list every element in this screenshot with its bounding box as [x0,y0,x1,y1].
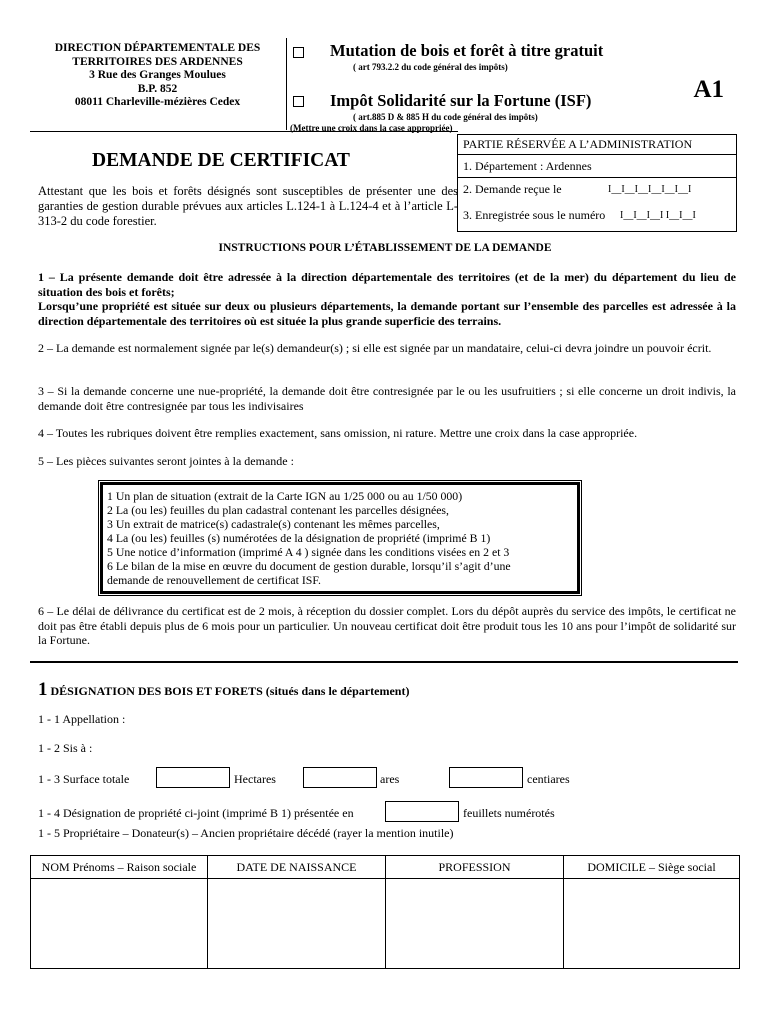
feuillets-input[interactable] [385,801,459,822]
section-1-number: 1 [38,679,48,700]
feuillets-label: feuillets numérotés [463,806,555,820]
admin-enregistree: 3. Enregistrée sous le numéro [463,208,606,222]
header-divider [286,38,287,130]
col-header-date-naissance: DATE DE NAISSANCE [208,856,385,879]
admin-enregistree-slots[interactable]: I__I__I__I I__I__I [620,210,696,221]
address-line: 3 Rue des Granges Moulues [89,69,226,81]
instruction-1: 1 – La présente demande doit être adressée à la direction départementale des territoires (et de la mer) du département du lieu de situation des bois et forêts; [38,270,736,299]
table-cell-nom[interactable] [31,879,207,967]
address-line: B.P. 852 [137,82,178,95]
col-header-nom: NOM Prénoms – Raison sociale [31,856,207,879]
table-cell-domicile[interactable] [564,879,739,967]
section-divider [30,661,738,663]
attest-text: Attestant que les bois et forêts désignés sont susceptibles de présenter une des garanties de gestion durable prévues aux articles L.124-1 à L.124-4 et à l’article L- 313-2 du code forestier. [38,184,458,228]
col-header-domicile: DOMICILE – Siège social [564,856,739,879]
instruction-1b: Lorsqu’une propriété est située sur deux ou plusieurs départements, la demande portant sur l’ensemble des parcelles est adressée à la direction départementale des territoires où est située la plus grande superficie des terrains. [38,299,736,328]
required-documents-box [100,482,580,594]
admin-reserved-box [457,134,737,232]
option-isf-title: Impôt Solidarité sur la Fortune (ISF) [330,91,592,110]
required-document-item: 3 Un extrait de matrice(s) cadastrale(s) contenant les mêmes parcelles, [107,517,440,531]
instruction-3: 3 – Si la demande concerne une nue-propriété, la demande doit être contresignée par le ou les usufruitiers ; si elle concerne un droit indivis, la demande doit être contresignée par tous les indivisaires [38,384,736,413]
instructions-title: INSTRUCTIONS POUR L’ÉTABLISSEMENT DE LA DEMANDE [218,242,552,254]
address-line: DIRECTION DÉPARTEMENTALE DES [54,42,261,54]
appellation-label: 1 - 1 Appellation : [38,712,126,726]
hectares-label: Hectares [234,772,276,786]
required-document-item: 6 Le bilan de la mise en œuvre du document de gestion durable, lorsqu’il s’agit d’une [107,559,511,573]
mutation-checkbox[interactable] [293,47,304,58]
form-code: A1 [693,76,724,103]
table-cell-date[interactable] [208,879,385,967]
required-document-item: 4 La (ou les) feuilles (s) numérotées de la désignation de propriété (imprimé B 1) [107,531,491,545]
proprietaire-label: 1 - 5 Propriétaire – Donateur(s) – Ancien propriétaire décédé (rayer la mention inutile) [38,826,454,840]
hectares-input[interactable] [156,767,230,788]
ares-label: ares [380,772,400,786]
required-document-item: demande de renouvellement de certificat ISF. [107,573,321,587]
admin-dates-area [458,178,736,230]
option-mutation-title: Mutation de bois et forêt à titre gratuit [330,41,604,60]
instruction-6: 6 – Le délai de délivrance du certificat est de 2 mois, à réception du dossier complet. Lors du dépôt auprès du service des impôts, le certificat ne doit pas être établi depuis plus de 6 mois pour un particulier. Un nouveau certificat doit être produit tous les 10 ans pour l’impôt de solidarité sur la Fortune. [38,604,736,647]
isf-checkbox[interactable] [293,96,304,107]
owners-table [30,855,740,969]
centiares-input[interactable] [449,767,523,788]
option-instruction-note: (Mettre une croix dans la case appropriée) [290,123,453,133]
instruction-4: 4 – Toutes les rubriques doivent être remplies exactement, sans omission, ni rature. Mettre une croix dans la case appropriée. [38,426,638,440]
col-header-profession: PROFESSION [386,856,563,879]
option-mutation-article: ( art 793.2.2 du code général des impôts) [353,62,508,72]
admin-title: PARTIE RÉSERVÉE A L’ADMINISTRATION [463,137,693,151]
designation-label: 1 - 4 Désignation de propriété ci-joint (imprimé B 1) présentée en [38,806,354,820]
required-document-item: 1 Un plan de situation (extrait de la Carte IGN au 1/25 000 ou au 1/50 000) [107,489,463,503]
centiares-label: centiares [527,772,570,786]
admin-departement-row [458,155,736,178]
sis-label: 1 - 2 Sis à : [38,741,93,755]
address-line: 08011 Charleville-mézières Cedex [74,96,241,108]
address-line: TERRITOIRES DES ARDENNES [72,55,243,68]
required-document-item: 5 Une notice d’information (imprimé A 4 ) signée dans les conditions visées en 2 et 3 [107,545,510,559]
surface-label: 1 - 3 Surface totale [38,772,130,786]
instruction-2: 2 – La demande est normalement signée par le(s) demandeur(s) ; si elle est signée par un mandataire, celui-ci devra joindre un pouvoir écrit. [38,341,712,355]
table-cell-profession[interactable] [386,879,563,967]
admin-demande-recue: 2. Demande reçue le [463,182,562,196]
document-title: DEMANDE DE CERTIFICAT [92,150,350,171]
admin-demande-recue-slots[interactable]: I__I__I__I__I__I__I [608,184,692,195]
option-isf-article: ( art.885 D & 885 H du code général des impôts) [353,112,538,122]
admin-title-row [458,135,736,155]
instruction-5: 5 – Les pièces suivantes seront jointes à la demande : [38,454,294,468]
admin-departement: 1. Département : Ardennes [463,159,592,173]
required-document-item: 2 La (ou les) feuilles du plan cadastral contenant les parcelles désignées, [107,503,449,517]
issuer-address [30,42,285,110]
section-1-title: DÉSIGNATION DES BOIS ET FORETS (situés dans le département) [50,684,410,698]
section-1-heading [38,679,409,701]
ares-input[interactable] [303,767,377,788]
